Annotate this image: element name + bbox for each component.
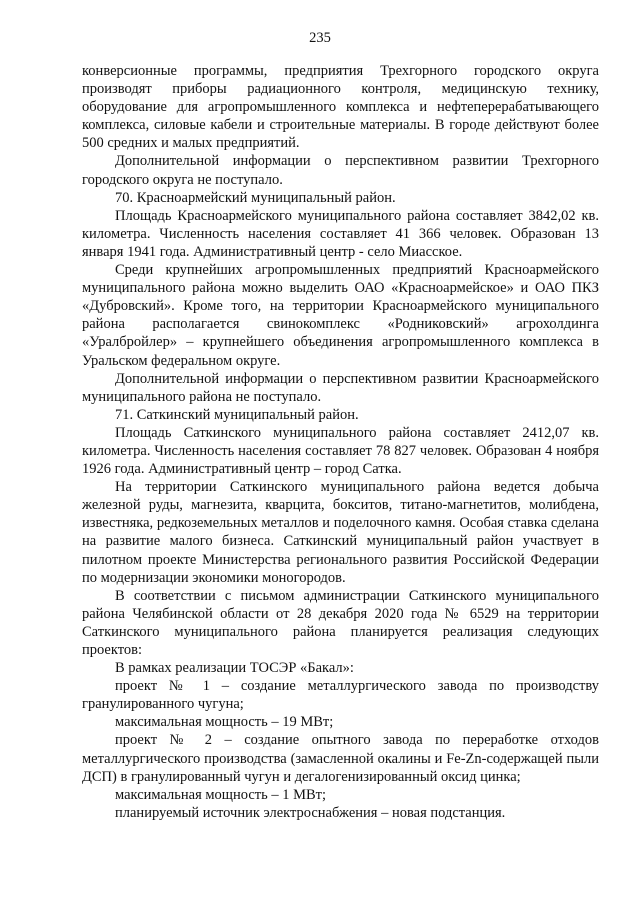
paragraph-7: На территории Саткинского муниципального района ведется добыча железной руды, магнезита, кварцита, бокситов, титано-магнетитов, молибдена, известняка, редкоземельных металлов и поделочного камня. Особая ставка сделана на развитие малого бизнеса. Саткинский муниципальный район участвует в пилотном проекте Министерства регионального развития Российской Федерации по модернизации экономики моногородов. <box>82 479 599 586</box>
paragraph-1: конверсионные программы, предприятия Трехгорного городского округа производят приборы радиационного контроля, медицинскую технику, оборудование для агропромышленного комплекса и нефтеперерабатывающего комплекса, силовые кабели и строительные материалы. В городе действуют более 500 средних и малых предприятий. <box>82 63 599 152</box>
document-body <box>82 62 599 822</box>
page-number: 235 <box>309 30 331 46</box>
power-source: планируемый источник электроснабжения – новая подстанция. <box>115 804 506 821</box>
paragraph-6: Площадь Саткинского муниципального района составляет 2412,07 кв. километра. Численность населения составляет 78 827 человек. Образован 4 ноября 1926 года. Административный центр – город Сатка. <box>82 424 599 478</box>
section-heading-71: 71. Саткинский муниципальный район. <box>115 406 359 423</box>
paragraph-4: Среди крупнейших агропромышленных предприятий Красноармейского муниципального района можно выделить ОАО «Красноармейское» и ОАО ПКЗ «Дубровский». Кроме того, на территории Красноармейского муниципального района располагается свинокомплекс «Родниковский» агрохолдинга «Уралбройлер» – крупнейшего объединения агропромышленного комплекса в Уральском федеральном округе. <box>82 262 599 369</box>
paragraph-5: Дополнительной информации о перспективном развитии Красноармейского муниципального района не поступало. <box>82 370 599 405</box>
section-heading-70: 70. Красноармейский муниципальный район. <box>115 189 396 206</box>
project-1-capacity: максимальная мощность – 19 МВт; <box>115 714 334 731</box>
project-2: проект № 2 – создание опытного завода по переработке отходов металлургического производства (замасленной окалины и Fe-Zn-содержащей пыли ДСП) в гранулированный чугун и дегалогенизированный оксид цинка; <box>82 732 599 785</box>
paragraph-9: В рамках реализации ТОСЭР «Бакал»: <box>115 660 354 677</box>
project-1: проект № 1 – создание металлургического завода по производству гранулированного чугуна; <box>82 678 599 713</box>
project-2-capacity: максимальная мощность – 1 МВт; <box>115 786 327 803</box>
paragraph-2: Дополнительной информации о перспективном развитии Трехгорного городского округа не поступало. <box>82 153 599 188</box>
paragraph-3: Площадь Красноармейского муниципального района составляет 3842,02 кв. километра. Численность населения составляет 41 366 человек. Образован 13 января 1941 года. Административный центр - село Миасское. <box>82 207 599 260</box>
paragraph-8: В соответствии с письмом администрации Саткинского муниципального района Челябинской области от 28 декабря 2020 года № 6529 на территории Саткинского муниципального района планируется реализация следующих проектов: <box>82 587 599 658</box>
